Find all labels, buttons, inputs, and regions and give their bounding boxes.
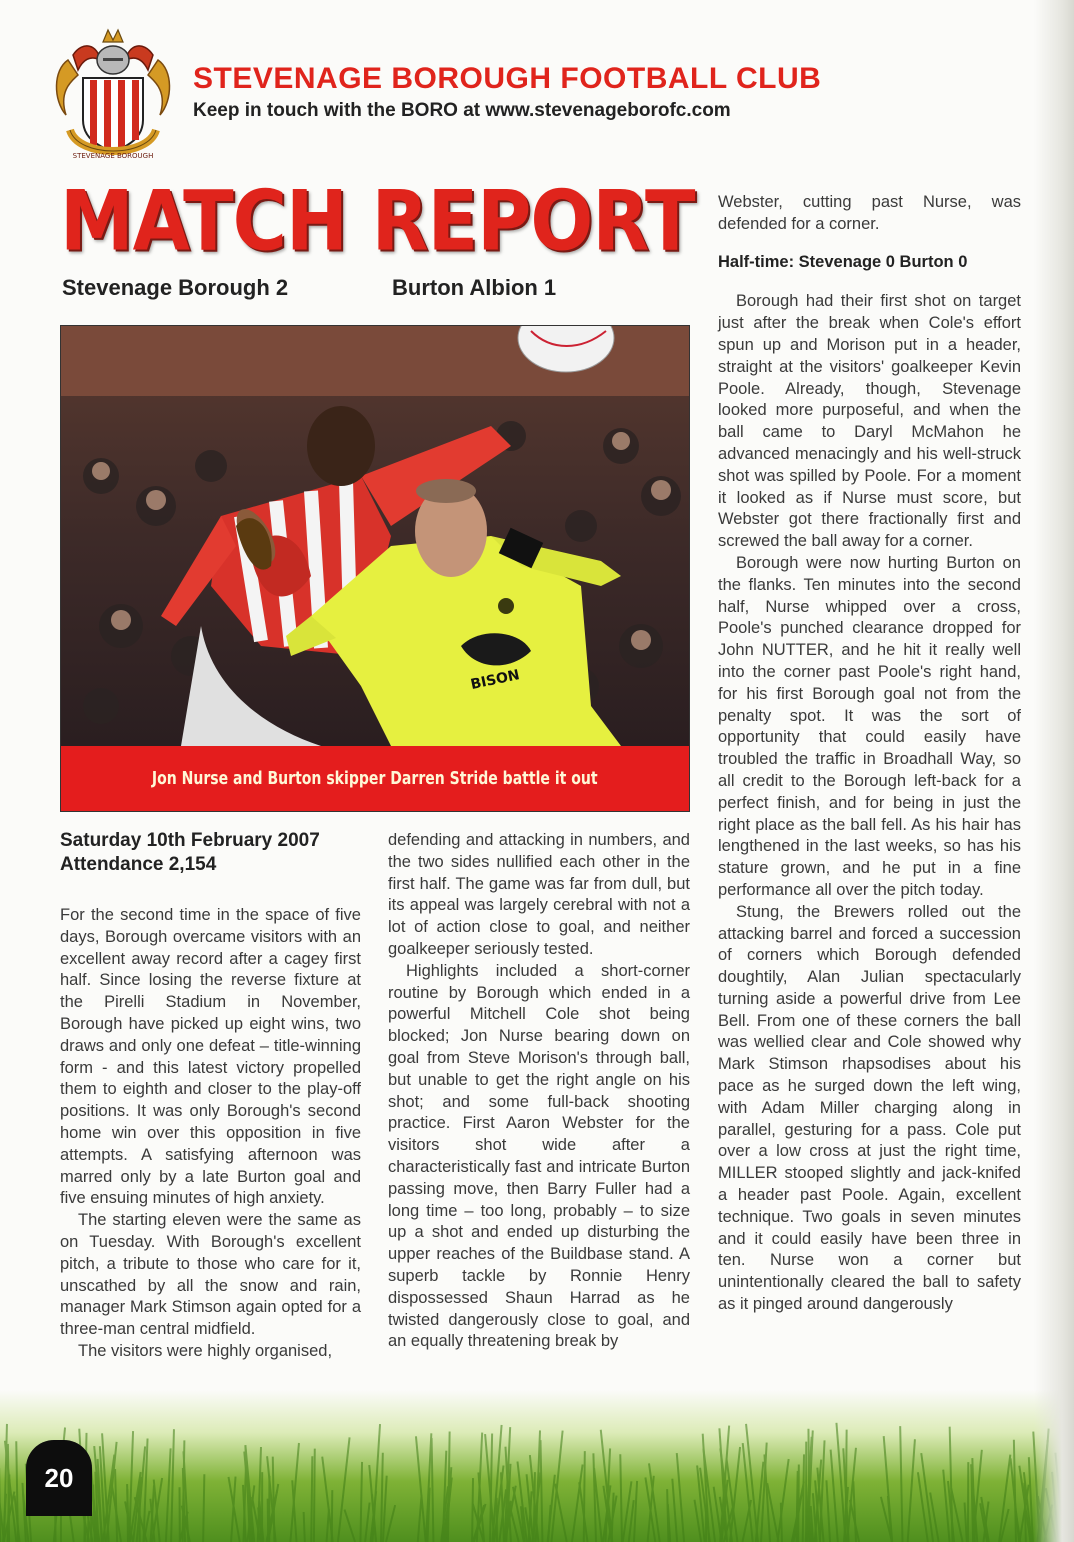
club-name: STEVENAGE BOROUGH FOOTBALL CLUB — [193, 62, 822, 95]
page-edge-shadow — [1034, 0, 1074, 1542]
article-paragraph: Webster, cutting past Nurse, was defended for a corner. — [718, 193, 1021, 233]
svg-text:STEVENAGE BOROUGH: STEVENAGE BOROUGH — [72, 152, 154, 160]
article-paragraph: Borough were now hurting Burton on the flanks. Ten minutes into the second half, Nurse whipped over a cross, Poole's punched clearance dropped for John NUTTER, and he hit it really well into the corner past Poole's right hand, for his first Borough goal not from the penalty spot. It was the sort of opportunity that could easily have troubled the traffic in Broadhall Way, so all credit to the Borough left-back for a perfect finish, and for being in just the right place as the ball fell. As his hair has lengthened in the last weeks, so has his stature grown, and he put in a fine performance all over the pitch today. — [718, 553, 1021, 899]
article-paragraph: The visitors were highly organised, — [78, 1341, 333, 1360]
svg-text:BISON: BISON — [469, 667, 522, 694]
match-attendance: Attendance 2,154 — [60, 854, 217, 875]
article-paragraph: For the second time in the space of five days, Borough overcame visitors with an excellent away record after a cagey first half. Since losing the reverse fixture at the Pirelli Stadium in November, Borough have picked up eight wins, two draws and only one defeat – title-winning form - and this latest victory propelled them to eighth and closer to the play-off positions. It was only Borough's second home win over this opposition in five attempts. A satisfying afternoon was marred only by a late Burton goal and five ensuing minutes of high anxiety. — [60, 906, 361, 1208]
photo-caption: Jon Nurse and Burton skipper Darren Stride battle it out — [152, 768, 598, 789]
article-column-2 — [388, 830, 690, 1353]
article-paragraph: Highlights included a short-corner routine by Borough which ended in a powerful Mitchell Cole shot being blocked; Jon Nurse bearing down on goal from Steve Morison's through ball, but unable to get the right angle on his shot; and some full-back shooting practice. First Aaron Webster for the visitors shot wide after a characteristically fast and intricate Burton passing move, then Barry Fuller had a long time – too long, probably – to size up a shot and ended up disturbing the upper reaches of the Buildbase stand. A superb tackle by Ronnie Henry dispossessed Shaun Harrad as he twisted dangerously close to goal, and an equally threatening break by — [388, 961, 690, 1351]
page-number: 20 — [26, 1440, 92, 1516]
grass-blades — [0, 1390, 1074, 1542]
article-column-1 — [60, 905, 361, 1363]
page-title: MATCH REPORT — [60, 173, 695, 270]
club-tagline: Keep in touch with the BORO at www.stevenageborofc.com — [193, 100, 731, 121]
club-crest-icon — [48, 20, 178, 165]
halftime-score: Half-time: Stevenage 0 Burton 0 — [718, 252, 968, 271]
photo-caption-bar — [61, 746, 689, 811]
match-photo — [60, 325, 690, 812]
score-home: Stevenage Borough 2 — [62, 275, 289, 300]
score-away: Burton Albion 1 — [392, 275, 557, 300]
article-paragraph: The starting eleven were the same as on Tuesday. With Borough's excellent pitch, a tribute to those who care for it, unscathed by all the snow and rain, manager Mark Stimson again opted for a three-man central midfield. — [60, 1211, 361, 1339]
article-paragraph: defending and attacking in numbers, and the two sides nullified each other in the first half. The game was far from dull, but its appeal was largely cerebral with not a lot of action close to goal, and neither goalkeeper seriously tested. — [388, 831, 690, 958]
article-column-3 — [718, 192, 1021, 1316]
article-paragraph: Borough had their first shot on target just after the break when Cole's effort spun up and Morison put in a header, straight at the visitors' goalkeeper Kevin Poole. Already, though, Stevenage looked more purposeful, and when the ball came to Daryl McMahon he advanced menacingly and his well-struck shot was spilled by Poole. For a moment it looked as if Nurse must score, but Webster got there fractionally first and screwed the ball away for a corner. — [718, 292, 1021, 551]
match-date: Saturday 10th February 2007 — [60, 830, 320, 851]
article-paragraph: Stung, the Brewers rolled out the attacking barrel and forced a succession of corners which Borough defended doughtily, Alan Julian spectacularly turning aside a powerful drive from Lee Bell. From one of these corners the ball was wellied clear and Cole showed why Mark Stimson rhapsodises about his pace as he surged down the left wing, with Adam Miller charging along in parallel, gesturing for a pass. Cole put over a low cross at just the right time, MILLER stooped slightly and jack-knifed a header past Poole. Again, excellent technique. Two goals in seven minutes and it could easily have been three in ten. Nurse won a corner but unintentionally cleared the ball to safety as it pinged around dangerously — [718, 902, 1021, 1314]
